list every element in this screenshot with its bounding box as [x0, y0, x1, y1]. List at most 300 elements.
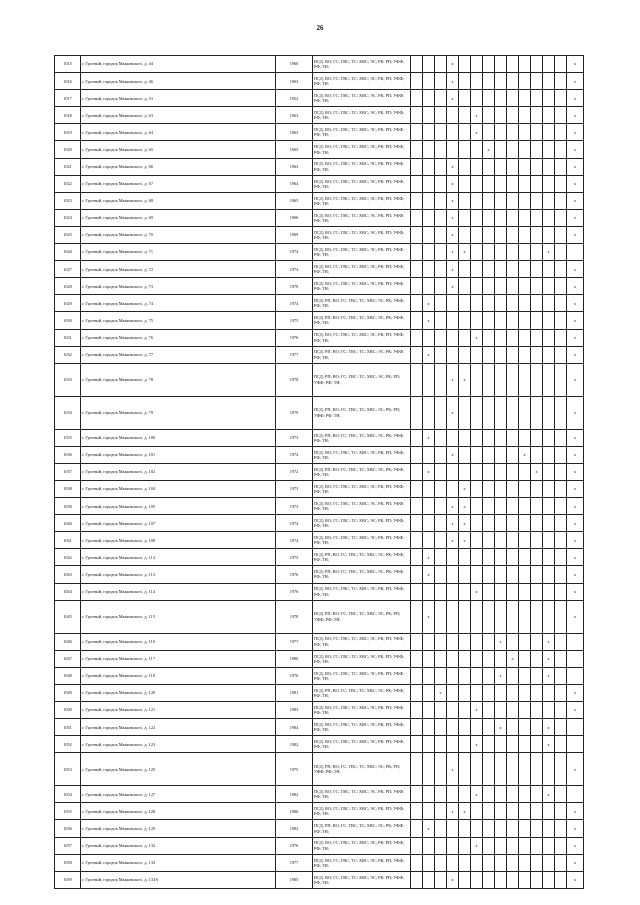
mark-cell — [543, 346, 555, 363]
mark-cell — [543, 209, 555, 226]
mark-cell — [555, 463, 567, 480]
mark-cell — [507, 633, 519, 650]
mark-cell — [543, 312, 555, 329]
mark-cell: х — [423, 295, 435, 312]
mark-cell — [459, 684, 471, 701]
row-number-cell: 1036 — [55, 446, 81, 463]
address-cell: г. Грозный, городок Маяковского, д. 105 — [81, 498, 276, 515]
works-list-cell: ПСД; ВО; ГС; ГВС; ТС; ХВС; ЭС; РК; РП; УФФ; РФ; ТН; — [313, 515, 411, 532]
year-cell: 1974 — [276, 244, 313, 261]
mark-cell — [555, 702, 567, 719]
table-row — [55, 312, 584, 329]
row-number-cell: 1042 — [55, 549, 81, 566]
mark-cell — [531, 667, 543, 684]
address-cell: г. Грозный, городок Маяковского, д. 122 — [81, 719, 276, 736]
mark-cell — [507, 566, 519, 583]
mark-cell — [483, 192, 495, 209]
table-row — [55, 820, 584, 837]
mark-cell — [483, 854, 495, 871]
mark-cell — [459, 871, 471, 888]
mark-cell — [447, 463, 459, 480]
address-cell: г. Грозный, городок Маяковского, д. 53 — [81, 90, 276, 107]
mark-cell — [507, 244, 519, 261]
works-list-cell: ПСД; РП; ВО; ГС; ГВС; ТС; ХВС; ЭС; РК; РП; УФФ; РФ; ТН; — [313, 363, 411, 396]
mark-cell — [531, 446, 543, 463]
mark-cell: х — [459, 498, 471, 515]
mark-cell: х — [567, 209, 584, 226]
mark-cell — [483, 73, 495, 90]
mark-cell — [507, 107, 519, 124]
mark-cell — [435, 498, 447, 515]
mark-cell — [435, 753, 447, 786]
mark-cell: х — [447, 261, 459, 278]
mark-cell — [495, 684, 507, 701]
mark-cell — [495, 429, 507, 446]
mark-cell — [411, 329, 423, 346]
mark-cell: х — [567, 820, 584, 837]
mark-cell — [519, 192, 531, 209]
mark-cell — [555, 244, 567, 261]
table-row — [55, 429, 584, 446]
mark-cell — [543, 158, 555, 175]
mark-cell — [507, 158, 519, 175]
row-number-cell: 1041 — [55, 532, 81, 549]
mark-cell: х — [567, 429, 584, 446]
mark-cell — [495, 192, 507, 209]
year-cell: 1978 — [276, 363, 313, 396]
mark-cell — [459, 192, 471, 209]
year-cell: 1963 — [276, 158, 313, 175]
mark-cell — [495, 73, 507, 90]
works-list-cell: ПСД; ВО; ГС; ГВС; ТС; ХВС; ЭС; РК; РП; УФФ; РФ; ТН; — [313, 633, 411, 650]
mark-cell — [483, 90, 495, 107]
table-row — [55, 244, 584, 261]
mark-cell — [543, 684, 555, 701]
mark-cell: х — [483, 141, 495, 158]
works-list-cell: ПСД; РП; ВО; ГС; ГВС; ТС; ХВС; ЭС; РК; УФФ; РФ; ТН; — [313, 566, 411, 583]
mark-cell — [411, 346, 423, 363]
year-cell: 1963 — [276, 73, 313, 90]
works-list-cell: ПСД; ВО; ГС; ГВС; ТС; ХВС; ЭС; РК; РП; УФФ; РФ; ТН; — [313, 854, 411, 871]
mark-cell — [507, 278, 519, 295]
mark-cell — [531, 702, 543, 719]
table-row — [55, 650, 584, 667]
mark-cell: х — [567, 226, 584, 243]
mark-cell — [483, 532, 495, 549]
mark-cell — [555, 480, 567, 497]
mark-cell — [495, 549, 507, 566]
mark-cell — [567, 244, 584, 261]
mark-cell — [423, 854, 435, 871]
mark-cell — [447, 107, 459, 124]
works-list-cell: ПСД; РП; ВО; ГС; ГВС; ТС; ХВС; ЭС; РК; УФФ; РФ; ТН; — [313, 549, 411, 566]
mark-cell — [447, 480, 459, 497]
address-cell: г. Грозный, городок Маяковского, д. 112 — [81, 549, 276, 566]
mark-cell — [483, 871, 495, 888]
mark-cell — [423, 786, 435, 803]
address-cell: г. Грозный, городок Маяковского, д. 118 — [81, 667, 276, 684]
mark-cell — [483, 736, 495, 753]
mark-cell — [495, 90, 507, 107]
mark-cell — [567, 633, 584, 650]
mark-cell — [447, 736, 459, 753]
year-cell: 1974 — [276, 261, 313, 278]
mark-cell — [435, 719, 447, 736]
table-row — [55, 396, 584, 429]
mark-cell — [411, 209, 423, 226]
mark-cell — [423, 90, 435, 107]
works-list-cell: ПСД; ВО; ГС; ГВС; ТС; ХВС; ЭС; РК; РП; УФФ; РФ; ТН; — [313, 261, 411, 278]
mark-cell: х — [567, 329, 584, 346]
mark-cell: х — [447, 192, 459, 209]
mark-cell — [483, 124, 495, 141]
mark-cell — [459, 463, 471, 480]
mark-cell — [543, 463, 555, 480]
mark-cell — [471, 346, 483, 363]
mark-cell — [411, 753, 423, 786]
mark-cell — [411, 141, 423, 158]
mark-cell — [471, 90, 483, 107]
works-list-cell: ПСД; РП; ВО; ГС; ГВС; ТС; ХВС; ЭС; РК; РП; УФФ; РФ; ТН; — [313, 396, 411, 429]
mark-cell: х — [447, 158, 459, 175]
mark-cell — [543, 566, 555, 583]
table-row — [55, 192, 584, 209]
mark-cell — [519, 498, 531, 515]
mark-cell: х — [495, 667, 507, 684]
mark-cell — [459, 56, 471, 73]
mark-cell — [411, 736, 423, 753]
mark-cell — [519, 803, 531, 820]
mark-cell — [507, 124, 519, 141]
address-cell: г. Грозный, городок Маяковского, д. 101 — [81, 446, 276, 463]
year-cell: 1977 — [276, 854, 313, 871]
mark-cell: х — [543, 786, 555, 803]
mark-cell — [411, 702, 423, 719]
table-row — [55, 719, 584, 736]
mark-cell — [411, 515, 423, 532]
row-number-cell: 1044 — [55, 583, 81, 600]
mark-cell — [567, 667, 584, 684]
mark-cell — [411, 803, 423, 820]
mark-cell — [507, 329, 519, 346]
mark-cell — [495, 820, 507, 837]
mark-cell — [507, 192, 519, 209]
year-cell: 1983 — [276, 702, 313, 719]
mark-cell — [555, 837, 567, 854]
mark-cell — [543, 480, 555, 497]
mark-cell — [483, 786, 495, 803]
mark-cell — [411, 261, 423, 278]
mark-cell — [519, 158, 531, 175]
mark-cell — [435, 124, 447, 141]
mark-cell: х — [543, 633, 555, 650]
mark-cell: х — [447, 244, 459, 261]
mark-cell: х — [471, 329, 483, 346]
row-number-cell: 1024 — [55, 209, 81, 226]
year-cell: 1982 — [276, 820, 313, 837]
mark-cell — [471, 480, 483, 497]
mark-cell — [543, 56, 555, 73]
mark-cell — [423, 532, 435, 549]
mark-cell — [531, 871, 543, 888]
mark-cell — [435, 549, 447, 566]
mark-cell: х — [459, 515, 471, 532]
mark-cell — [471, 566, 483, 583]
table-row — [55, 56, 584, 73]
mark-cell — [531, 583, 543, 600]
mark-cell — [519, 278, 531, 295]
mark-cell — [519, 702, 531, 719]
mark-cell — [495, 226, 507, 243]
mark-cell — [423, 480, 435, 497]
mark-cell — [495, 329, 507, 346]
mark-cell — [423, 124, 435, 141]
mark-cell — [531, 295, 543, 312]
year-cell: 1969 — [276, 226, 313, 243]
works-list-cell: ПСД; ВО; ГС; ГВС; ТС; ХВС; ЭС; РК; РП; УФФ; РФ; ТН; — [313, 667, 411, 684]
row-number-cell: 1046 — [55, 633, 81, 650]
mark-cell — [531, 549, 543, 566]
address-cell: г. Грозный, городок Маяковского, д. 69 — [81, 209, 276, 226]
mark-cell — [459, 226, 471, 243]
mark-cell — [435, 261, 447, 278]
works-list-cell: ПСД; РП; ВО; ГС; ГВС; ТС; ХВС; ЭС; РК; УФФ; РФ; ТН; — [313, 312, 411, 329]
row-number-cell: 1030 — [55, 312, 81, 329]
mark-cell — [423, 396, 435, 429]
address-cell: г. Грозный, городок Маяковского, д. 120 — [81, 684, 276, 701]
mark-cell — [447, 684, 459, 701]
mark-cell — [495, 244, 507, 261]
address-cell: г. Грозный, городок Маяковского, д. 63 — [81, 107, 276, 124]
mark-cell — [531, 498, 543, 515]
mark-cell — [495, 175, 507, 192]
mark-cell — [471, 56, 483, 73]
mark-cell: х — [543, 244, 555, 261]
mark-cell — [519, 650, 531, 667]
mark-cell — [471, 396, 483, 429]
address-cell: г. Грозный, городок Маяковского, д. 125 — [81, 753, 276, 786]
mark-cell — [555, 803, 567, 820]
mark-cell — [507, 803, 519, 820]
mark-cell — [435, 226, 447, 243]
mark-cell: х — [567, 312, 584, 329]
mark-cell — [543, 107, 555, 124]
mark-cell — [555, 107, 567, 124]
works-list-cell: ПСД; ВО; ГС; ГВС; ТС; ХВС; ЭС; РК; РП; УФФ; РФ; ТН; — [313, 786, 411, 803]
mark-cell: х — [423, 600, 435, 633]
row-number-cell: 1058 — [55, 854, 81, 871]
mark-cell — [471, 515, 483, 532]
mark-cell — [459, 446, 471, 463]
mark-cell — [459, 667, 471, 684]
mark-cell: х — [447, 753, 459, 786]
works-list-cell: ПСД; ВО; ГС; ГВС; ТС; ХВС; ЭС; РК; РП; УФФ; РФ; ТН; — [313, 175, 411, 192]
mark-cell — [471, 753, 483, 786]
mark-cell: х — [459, 244, 471, 261]
mark-cell: х — [567, 90, 584, 107]
mark-cell — [555, 566, 567, 583]
mark-cell: х — [567, 278, 584, 295]
mark-cell — [555, 753, 567, 786]
mark-cell — [471, 633, 483, 650]
mark-cell — [531, 566, 543, 583]
mark-cell — [447, 141, 459, 158]
mark-cell: х — [423, 463, 435, 480]
year-cell: 1975 — [276, 312, 313, 329]
mark-cell — [519, 175, 531, 192]
table-row — [55, 667, 584, 684]
mark-cell — [519, 667, 531, 684]
mark-cell — [519, 515, 531, 532]
works-list-cell: ПСД; ВО; ГС; ГВС; ТС; ХВС; ЭС; РК; РП; УФФ; РФ; ТН; — [313, 226, 411, 243]
mark-cell: х — [567, 141, 584, 158]
works-list-cell: ПСД; ВО; ГС; ГВС; ТС; ХВС; ЭС; РК; РП; УФФ; РФ; ТН; — [313, 837, 411, 854]
mark-cell: х — [447, 56, 459, 73]
year-cell: 1985 — [276, 871, 313, 888]
mark-cell: х — [423, 820, 435, 837]
mark-cell — [471, 532, 483, 549]
mark-cell — [411, 278, 423, 295]
mark-cell — [471, 719, 483, 736]
mark-cell — [543, 532, 555, 549]
mark-cell — [519, 312, 531, 329]
mark-cell — [447, 346, 459, 363]
mark-cell — [531, 363, 543, 396]
mark-cell — [543, 226, 555, 243]
mark-cell — [423, 667, 435, 684]
mark-cell — [411, 549, 423, 566]
mark-cell — [531, 107, 543, 124]
mark-cell — [483, 549, 495, 566]
mark-cell — [411, 480, 423, 497]
table-row — [55, 363, 584, 396]
mark-cell — [447, 295, 459, 312]
mark-cell: х — [567, 600, 584, 633]
mark-cell — [555, 633, 567, 650]
mark-cell — [483, 566, 495, 583]
mark-cell — [531, 278, 543, 295]
mark-cell: х — [543, 719, 555, 736]
year-cell: 1980 — [276, 650, 313, 667]
mark-cell — [435, 463, 447, 480]
mark-cell — [507, 786, 519, 803]
mark-cell — [531, 736, 543, 753]
mark-cell — [531, 261, 543, 278]
address-cell: г. Грозный, городок Маяковского, д. 44 — [81, 56, 276, 73]
row-number-cell: 1027 — [55, 261, 81, 278]
mark-cell — [435, 650, 447, 667]
year-cell: 1973 — [276, 480, 313, 497]
mark-cell — [447, 667, 459, 684]
mark-cell — [543, 141, 555, 158]
table-row — [55, 141, 584, 158]
mark-cell — [519, 532, 531, 549]
table-row — [55, 73, 584, 90]
mark-cell — [555, 429, 567, 446]
mark-cell — [555, 786, 567, 803]
mark-cell: х — [567, 261, 584, 278]
mark-cell — [507, 90, 519, 107]
mark-cell — [555, 90, 567, 107]
address-cell: г. Грозный, городок Маяковского, д. 77 — [81, 346, 276, 363]
mark-cell — [435, 329, 447, 346]
mark-cell — [471, 463, 483, 480]
mark-cell — [435, 312, 447, 329]
mark-cell — [471, 498, 483, 515]
row-number-cell: 1035 — [55, 429, 81, 446]
row-number-cell: 1043 — [55, 566, 81, 583]
mark-cell — [471, 667, 483, 684]
mark-cell — [423, 684, 435, 701]
works-list-cell: ПСД; ВО; ГС; ГВС; ТС; ХВС; ЭС; РК; РП; УФФ; РФ; ТН; — [313, 736, 411, 753]
mark-cell — [507, 736, 519, 753]
mark-cell — [423, 633, 435, 650]
mark-cell: х — [543, 650, 555, 667]
mark-cell — [507, 498, 519, 515]
mark-cell — [447, 837, 459, 854]
mark-cell — [435, 786, 447, 803]
works-list-cell: ПСД; ВО; ГС; ГВС; ТС; ХВС; ЭС; РК; РП; УФФ; РФ; ТН; — [313, 141, 411, 158]
mark-cell — [495, 566, 507, 583]
mark-cell — [447, 329, 459, 346]
table-row — [55, 600, 584, 633]
mark-cell — [495, 702, 507, 719]
mark-cell: х — [507, 650, 519, 667]
mark-cell — [543, 803, 555, 820]
mark-cell: х — [567, 175, 584, 192]
mark-cell — [555, 854, 567, 871]
mark-cell — [507, 261, 519, 278]
row-number-cell: 1051 — [55, 719, 81, 736]
table-row — [55, 498, 584, 515]
table-row — [55, 515, 584, 532]
mark-cell — [471, 244, 483, 261]
address-cell: г. Грозный, городок Маяковского, д. 133 — [81, 854, 276, 871]
mark-cell — [471, 261, 483, 278]
address-cell: г. Грозный, городок Маяковского, д. 46 — [81, 73, 276, 90]
mark-cell — [531, 346, 543, 363]
mark-cell: х — [423, 429, 435, 446]
mark-cell: х — [567, 124, 584, 141]
mark-cell — [555, 226, 567, 243]
mark-cell — [519, 600, 531, 633]
year-cell: 1965 — [276, 141, 313, 158]
mark-cell — [555, 446, 567, 463]
mark-cell — [519, 261, 531, 278]
mark-cell — [531, 650, 543, 667]
mark-cell — [507, 515, 519, 532]
mark-cell: х — [435, 684, 447, 701]
address-cell: г. Грозный, городок Маяковского, д. 100 — [81, 429, 276, 446]
mark-cell: х — [423, 549, 435, 566]
mark-cell — [447, 702, 459, 719]
mark-cell — [507, 854, 519, 871]
year-cell: 1978 — [276, 278, 313, 295]
mark-cell — [495, 786, 507, 803]
mark-cell — [423, 871, 435, 888]
mark-cell — [519, 684, 531, 701]
row-number-cell: 1048 — [55, 667, 81, 684]
mark-cell — [471, 295, 483, 312]
mark-cell — [519, 736, 531, 753]
mark-cell: х — [567, 837, 584, 854]
mark-cell: х — [567, 295, 584, 312]
row-number-cell: 1038 — [55, 480, 81, 497]
mark-cell — [411, 446, 423, 463]
mark-cell: х — [447, 90, 459, 107]
row-number-cell: 1040 — [55, 515, 81, 532]
mark-cell — [423, 803, 435, 820]
